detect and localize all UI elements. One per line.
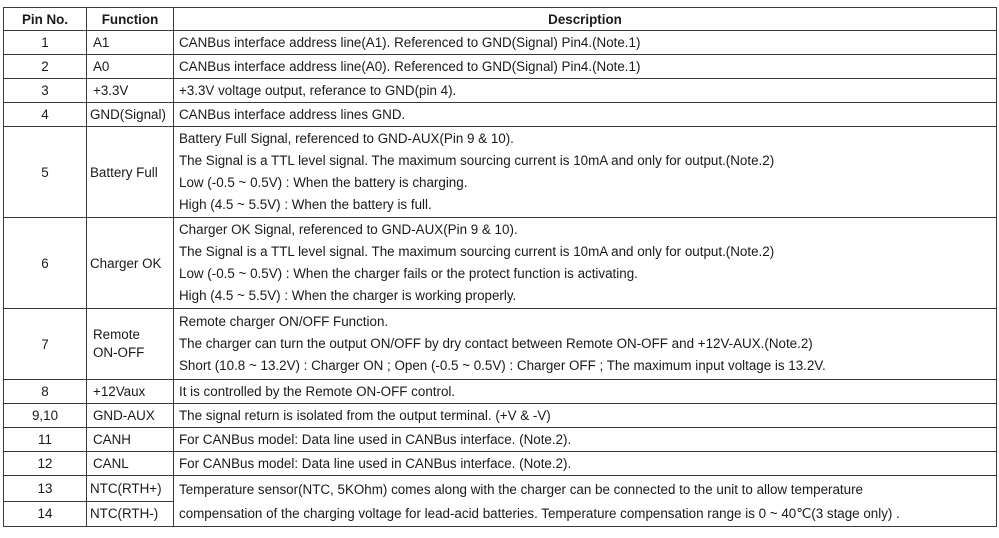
table-row	[4, 404, 997, 428]
description-line: The signal return is isolated from the output terminal. (+V & -V)	[179, 407, 551, 423]
table-row	[4, 428, 997, 452]
description-line: The charger can turn the output ON/OFF by dry contact between Remote ON-OFF and +12V-AUX.(Note.2)	[179, 336, 813, 351]
pin-number: 14	[4, 501, 87, 527]
ntc-description	[174, 476, 997, 527]
description-line: CANBus interface address lines GND.	[179, 106, 406, 122]
header-pin: Pin No.	[4, 8, 87, 31]
description-line: Temperature sensor(NTC, 5KOhm) comes along with the charger can be connected to the unit to allow temperature	[179, 482, 864, 497]
description	[174, 452, 997, 476]
function-name: CANH	[87, 428, 174, 452]
description-line: Low (-0.5 ~ 0.5V) : When the battery is charging.	[179, 175, 468, 190]
pin-number: 9,10	[4, 404, 87, 428]
pin-number: 12	[4, 452, 87, 476]
function-name: NTC(RTH+)	[87, 476, 174, 502]
function-name: GND-AUX	[87, 404, 174, 428]
pin-number: 11	[4, 428, 87, 452]
pin-number: 2	[4, 55, 87, 79]
description	[174, 127, 997, 218]
pin-assignment-table	[3, 7, 997, 527]
function-name: NTC(RTH-)	[87, 501, 174, 527]
header-row	[4, 8, 997, 31]
description	[174, 309, 997, 380]
description-line: CANBus interface address line(A1). Referenced to GND(Signal) Pin4.(Note.1)	[179, 34, 641, 50]
description-line: Short (10.8 ~ 13.2V) : Charger ON ; Open (-0.5 ~ 0.5V) : Charger OFF ; The maximum input voltage is 13.2V.	[179, 358, 826, 373]
function-name-line: ON-OFF	[93, 345, 145, 360]
description	[174, 218, 997, 309]
table-row	[4, 79, 997, 103]
table-row	[4, 476, 997, 502]
table-row	[4, 309, 997, 380]
description-line: Charger OK Signal, referenced to GND-AUX(Pin 9 & 10).	[179, 222, 518, 237]
description	[174, 31, 997, 55]
function-name-line: Remote	[93, 327, 140, 342]
description-line: The Signal is a TTL level signal. The maximum sourcing current is 10mA and only for output.(Note.2)	[179, 244, 775, 259]
pin-number: 13	[4, 476, 87, 502]
description-line: High (4.5 ~ 5.5V) : When the charger is working properly.	[179, 288, 517, 303]
pin-number: 3	[4, 79, 87, 103]
table-row	[4, 103, 997, 127]
description	[174, 55, 997, 79]
table-row	[4, 31, 997, 55]
description	[174, 103, 997, 127]
function-name: +12Vaux	[87, 380, 174, 404]
description	[174, 380, 997, 404]
description-line: Battery Full Signal, referenced to GND-AUX(Pin 9 & 10).	[179, 131, 514, 146]
description-line: High (4.5 ~ 5.5V) : When the battery is full.	[179, 197, 432, 212]
description-line: Remote charger ON/OFF Function.	[179, 314, 389, 329]
description	[174, 404, 997, 428]
description-line: +3.3V voltage output, referance to GND(pin 4).	[179, 82, 457, 98]
table-row	[4, 380, 997, 404]
function-name: GND(Signal)	[87, 103, 174, 127]
pin-number: 5	[4, 127, 87, 218]
function-name: +3.3V	[87, 79, 174, 103]
description	[174, 79, 997, 103]
description	[174, 428, 997, 452]
description-line: For CANBus model: Data line used in CANBus interface. (Note.2).	[179, 455, 572, 471]
description-line: Low (-0.5 ~ 0.5V) : When the charger fails or the protect function is activating.	[179, 266, 638, 281]
function-name	[87, 309, 174, 380]
pin-number: 7	[4, 309, 87, 380]
pin-number: 4	[4, 103, 87, 127]
description-line: compensation of the charging voltage for lead-acid batteries. Temperature compensation range is 0 ~ 40℃(3 stage only) .	[179, 506, 900, 521]
function-name: CANL	[87, 452, 174, 476]
description-line: The Signal is a TTL level signal. The maximum sourcing current is 10mA and only for output.(Note.2)	[179, 153, 775, 168]
function-name: Charger OK	[87, 218, 174, 309]
pin-number: 8	[4, 380, 87, 404]
function-name: A1	[87, 31, 174, 55]
header-description: Description	[174, 8, 997, 31]
pin-number: 1	[4, 31, 87, 55]
header-function: Function	[87, 8, 174, 31]
function-name: Battery Full	[87, 127, 174, 218]
table-row	[4, 452, 997, 476]
description-line: For CANBus model: Data line used in CANBus interface. (Note.2).	[179, 431, 572, 447]
function-name: A0	[87, 55, 174, 79]
table-row	[4, 127, 997, 218]
pin-number: 6	[4, 218, 87, 309]
description-line: CANBus interface address line(A0). Referenced to GND(Signal) Pin4.(Note.1)	[179, 58, 641, 74]
description-line: It is controlled by the Remote ON-OFF control.	[179, 383, 456, 399]
table-row	[4, 55, 997, 79]
table-row	[4, 218, 997, 309]
